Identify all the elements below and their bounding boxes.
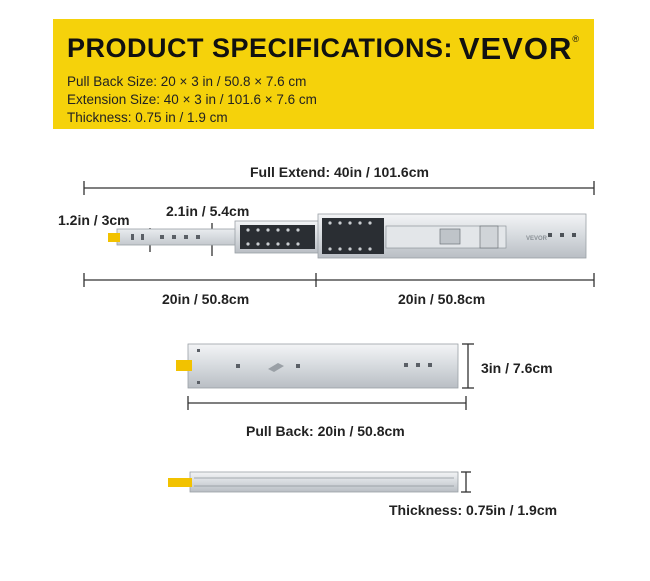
right-section-label: 20in / 50.8cm — [398, 291, 486, 307]
thickness-label: Thickness: 0.75in / 1.9cm — [389, 502, 558, 518]
overlap-label: 2.1in / 5.4cm — [166, 203, 250, 219]
slide-stamp: VEVOR — [526, 236, 548, 242]
thickness-dim — [461, 472, 471, 492]
pullback-slide — [176, 344, 458, 388]
lock-tab-side — [168, 478, 192, 487]
lock-tab-label: 1.2in / 3cm — [58, 212, 130, 228]
height-dim — [462, 344, 474, 388]
left-section-label: 20in / 50.8cm — [162, 291, 250, 307]
side-view-slide — [168, 472, 458, 492]
full-extend-label: Full Extend: 40in / 101.6cm — [250, 164, 429, 180]
pullback-dim — [188, 396, 466, 410]
lock-tab-pullback — [176, 360, 192, 371]
spec-pull-back: Pull Back Size: 20 × 3 in / 50.8 × 7.6 cm — [67, 74, 307, 89]
lock-tab-extended — [108, 233, 120, 242]
spec-extension: Extension Size: 40 × 3 in / 101.6 × 7.6 cm — [67, 92, 317, 107]
brand-name: VEVOR — [458, 31, 573, 66]
section-dims — [84, 273, 594, 287]
banner-title: PRODUCT SPECIFICATIONS: — [67, 33, 454, 63]
spec-thickness: Thickness: 0.75 in / 1.9 cm — [67, 110, 228, 125]
pullback-label: Pull Back: 20in / 50.8cm — [246, 423, 405, 439]
extended-slide — [108, 214, 586, 258]
height-label: 3in / 7.6cm — [481, 360, 553, 376]
full-extend-dim — [84, 181, 594, 195]
registered-mark: ® — [572, 34, 580, 44]
